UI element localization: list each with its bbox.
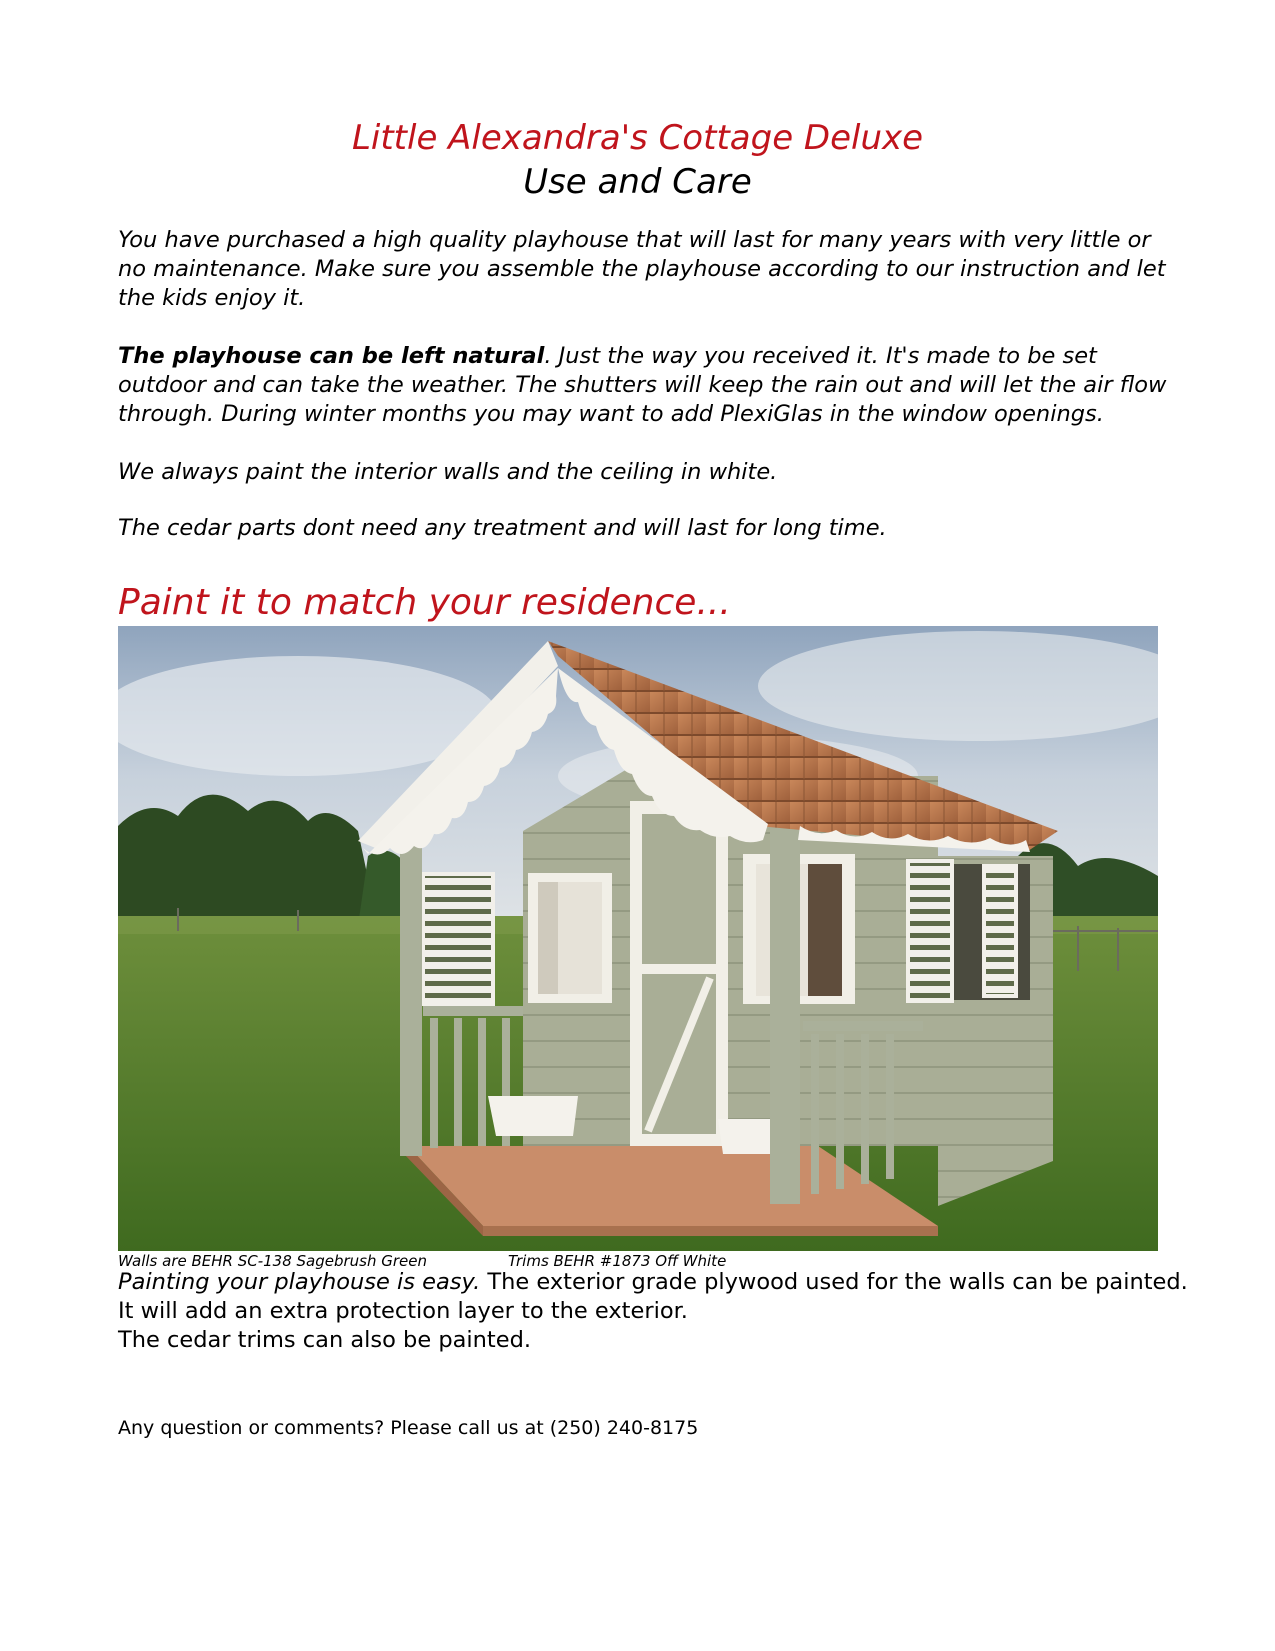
paint-heading: Paint it to match your residence...: [118, 582, 731, 623]
shutter-side-left: [908, 861, 952, 1001]
shutter-left: [423, 874, 493, 1004]
natural-text: . Just the way you received it. It's made to be set outdoor and can take the weather. The shutters will keep the rain out and will let the air flow through. During winter months you may want to add PlexiGlas in the window openings.: [118, 343, 1167, 427]
intro-paragraph: You have purchased a high quality playhouse that will last for many years with very little or no maintenance. Make sure you assemble the playhouse according to our instruction and let the kids enjoy it.: [118, 227, 1166, 311]
shutter-side-right: [984, 866, 1016, 996]
document-title: Little Alexandra's Cottage Deluxe: [351, 118, 924, 158]
painting-paragraph: [118, 1268, 1198, 1326]
interior-paragraph: We always paint the interior walls and the ceiling in white.: [118, 459, 778, 485]
caption-walls: Walls are BEHR SC-138 Sagebrush Green: [118, 1252, 428, 1270]
planter-left: [488, 1096, 578, 1136]
playhouse-photo: [118, 626, 1158, 1251]
cedar-trims-paragraph: The cedar trims can also be painted.: [118, 1327, 532, 1353]
cedar-paragraph: The cedar parts dont need any treatment and will last for long time.: [118, 515, 887, 541]
painting-lead: Painting your playhouse is easy.: [118, 1269, 481, 1295]
painting-text: The exterior grade plywood used for the walls can be painted. It will add an extra protection layer to the exterior.: [118, 1269, 1188, 1324]
document-subtitle: Use and Care: [523, 162, 752, 202]
contact-line: Any question or comments? Please call us at (250) 240-8175: [118, 1417, 699, 1439]
porch-post-right: [770, 824, 800, 1204]
natural-bold-lead: The playhouse can be left natural: [118, 343, 545, 369]
caption-trims: Trims BEHR #1873 Off White: [508, 1252, 727, 1270]
porch-post-left: [400, 841, 422, 1156]
natural-paragraph: [118, 342, 1168, 429]
